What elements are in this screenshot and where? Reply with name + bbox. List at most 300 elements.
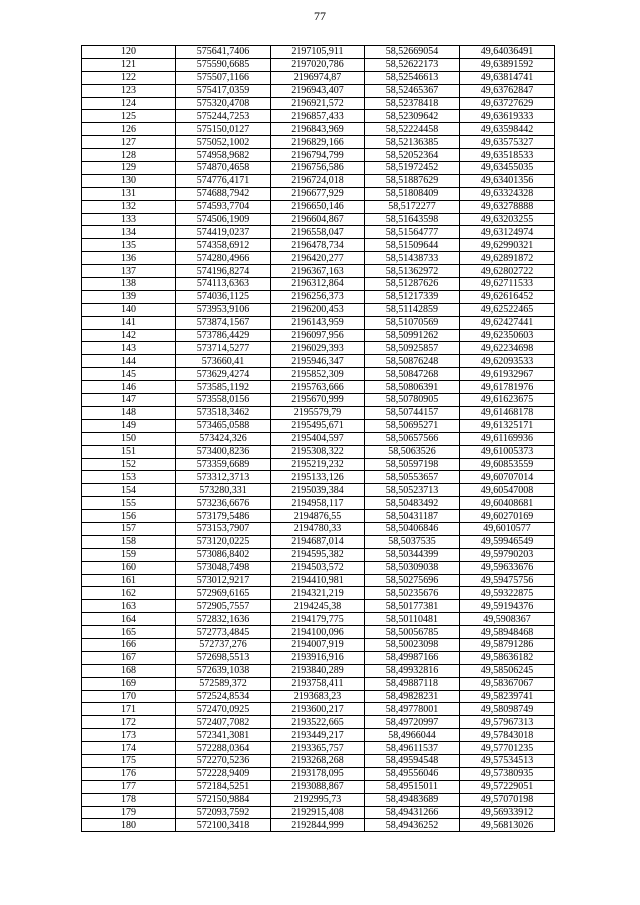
x-coordinate-cell: 572969,6165 (176, 587, 271, 600)
point-number-cell: 147 (82, 394, 176, 407)
y-coordinate-cell: 2194245,38 (271, 600, 365, 613)
table-row (82, 123, 555, 136)
x-coordinate-cell: 573359,6689 (176, 458, 271, 471)
longitude-cell: 49,61325171 (460, 419, 555, 432)
latitude-cell: 58,49483689 (365, 793, 460, 806)
longitude-cell: 49,58239741 (460, 690, 555, 703)
table-row (82, 226, 555, 239)
longitude-cell: 49,58367067 (460, 677, 555, 690)
table-row (82, 329, 555, 342)
y-coordinate-cell: 2196143,959 (271, 316, 365, 329)
y-coordinate-cell: 2194410,981 (271, 574, 365, 587)
point-number-cell: 160 (82, 561, 176, 574)
longitude-cell: 49,57070198 (460, 793, 555, 806)
latitude-cell: 58,50657566 (365, 432, 460, 445)
x-coordinate-cell: 572698,5513 (176, 651, 271, 664)
y-coordinate-cell: 2194100,096 (271, 626, 365, 639)
y-coordinate-cell: 2193758,411 (271, 677, 365, 690)
longitude-cell: 49,58636182 (460, 651, 555, 664)
longitude-cell: 49,62350603 (460, 329, 555, 342)
longitude-cell: 49,63518533 (460, 149, 555, 162)
point-number-cell: 143 (82, 342, 176, 355)
latitude-cell: 58,51217339 (365, 290, 460, 303)
table-row (82, 200, 555, 213)
y-coordinate-cell: 2192844,999 (271, 819, 365, 832)
latitude-cell: 58,49887118 (365, 677, 460, 690)
latitude-cell: 58,5063526 (365, 445, 460, 458)
y-coordinate-cell: 2196200,453 (271, 303, 365, 316)
table-row (82, 780, 555, 793)
longitude-cell: 49,58098749 (460, 703, 555, 716)
table-row (82, 613, 555, 626)
longitude-cell: 49,57380935 (460, 767, 555, 780)
y-coordinate-cell: 2196921,572 (271, 97, 365, 110)
latitude-cell: 58,49594548 (365, 754, 460, 767)
table-row (82, 677, 555, 690)
point-number-cell: 125 (82, 110, 176, 123)
longitude-cell: 49,58791286 (460, 638, 555, 651)
latitude-cell: 58,51972452 (365, 162, 460, 175)
longitude-cell: 49,62427441 (460, 316, 555, 329)
x-coordinate-cell: 574358,6912 (176, 239, 271, 252)
latitude-cell: 58,50925857 (365, 342, 460, 355)
y-coordinate-cell: 2195495,671 (271, 419, 365, 432)
point-number-cell: 162 (82, 587, 176, 600)
x-coordinate-cell: 572093,7592 (176, 806, 271, 819)
latitude-cell: 58,51287626 (365, 278, 460, 291)
latitude-cell: 58,50523713 (365, 484, 460, 497)
longitude-cell: 49,63124974 (460, 226, 555, 239)
latitude-cell: 58,51643598 (365, 213, 460, 226)
x-coordinate-cell: 573518,3462 (176, 406, 271, 419)
y-coordinate-cell: 2193683,23 (271, 690, 365, 703)
x-coordinate-cell: 573714,5277 (176, 342, 271, 355)
latitude-cell: 58,51142859 (365, 303, 460, 316)
table-row (82, 471, 555, 484)
latitude-cell: 58,5172277 (365, 200, 460, 213)
latitude-cell: 58,50056785 (365, 626, 460, 639)
table-row (82, 136, 555, 149)
latitude-cell: 58,50744157 (365, 406, 460, 419)
x-coordinate-cell: 575052,1002 (176, 136, 271, 149)
latitude-cell: 58,50177381 (365, 600, 460, 613)
x-coordinate-cell: 575507,1166 (176, 71, 271, 84)
point-number-cell: 145 (82, 368, 176, 381)
latitude-cell: 58,52465367 (365, 84, 460, 97)
longitude-cell: 49,57229051 (460, 780, 555, 793)
x-coordinate-cell: 573400,8236 (176, 445, 271, 458)
x-coordinate-cell: 573953,9106 (176, 303, 271, 316)
x-coordinate-cell: 575150,0127 (176, 123, 271, 136)
table-row (82, 754, 555, 767)
x-coordinate-cell: 573179,5486 (176, 510, 271, 523)
y-coordinate-cell: 2196794,799 (271, 149, 365, 162)
point-number-cell: 135 (82, 239, 176, 252)
table-row (82, 406, 555, 419)
latitude-cell: 58,50023098 (365, 638, 460, 651)
latitude-cell: 58,52378418 (365, 97, 460, 110)
latitude-cell: 58,51564777 (365, 226, 460, 239)
coordinates-table-body (82, 46, 555, 832)
latitude-cell: 58,49556046 (365, 767, 460, 780)
point-number-cell: 180 (82, 819, 176, 832)
coordinates-table (81, 45, 555, 832)
y-coordinate-cell: 2196097,956 (271, 329, 365, 342)
longitude-cell: 49,61932967 (460, 368, 555, 381)
x-coordinate-cell: 573012,9217 (176, 574, 271, 587)
longitude-cell: 49,57843018 (460, 729, 555, 742)
longitude-cell: 49,61623675 (460, 394, 555, 407)
latitude-cell: 58,50309038 (365, 561, 460, 574)
latitude-cell: 58,52546613 (365, 71, 460, 84)
table-row (82, 213, 555, 226)
table-row (82, 149, 555, 162)
latitude-cell: 58,50695271 (365, 419, 460, 432)
x-coordinate-cell: 575590,6685 (176, 58, 271, 71)
table-row (82, 290, 555, 303)
y-coordinate-cell: 2196478,734 (271, 239, 365, 252)
point-number-cell: 156 (82, 510, 176, 523)
latitude-cell: 58,49611537 (365, 742, 460, 755)
y-coordinate-cell: 2195219,232 (271, 458, 365, 471)
point-number-cell: 137 (82, 265, 176, 278)
table-row (82, 548, 555, 561)
latitude-cell: 58,52136385 (365, 136, 460, 149)
point-number-cell: 142 (82, 329, 176, 342)
table-row (82, 497, 555, 510)
longitude-cell: 49,63727629 (460, 97, 555, 110)
longitude-cell: 49,62711533 (460, 278, 555, 291)
table-row (82, 742, 555, 755)
latitude-cell: 58,49436252 (365, 819, 460, 832)
table-row (82, 265, 555, 278)
page-number: 77 (314, 9, 326, 23)
x-coordinate-cell: 572905,7557 (176, 600, 271, 613)
table-row (82, 638, 555, 651)
longitude-cell: 49,60408681 (460, 497, 555, 510)
point-number-cell: 133 (82, 213, 176, 226)
latitude-cell: 58,50780905 (365, 394, 460, 407)
longitude-cell: 49,63598442 (460, 123, 555, 136)
longitude-cell: 49,59790203 (460, 548, 555, 561)
longitude-cell: 49,62891872 (460, 252, 555, 265)
point-number-cell: 157 (82, 522, 176, 535)
y-coordinate-cell: 2194503,572 (271, 561, 365, 574)
latitude-cell: 58,50235676 (365, 587, 460, 600)
y-coordinate-cell: 2196974,87 (271, 71, 365, 84)
x-coordinate-cell: 574958,9682 (176, 149, 271, 162)
longitude-cell: 49,61468178 (460, 406, 555, 419)
x-coordinate-cell: 572524,8534 (176, 690, 271, 703)
y-coordinate-cell: 2193178,095 (271, 767, 365, 780)
point-number-cell: 126 (82, 123, 176, 136)
y-coordinate-cell: 2196857,433 (271, 110, 365, 123)
table-row (82, 484, 555, 497)
x-coordinate-cell: 572100,3418 (176, 819, 271, 832)
y-coordinate-cell: 2196650,146 (271, 200, 365, 213)
x-coordinate-cell: 572228,9409 (176, 767, 271, 780)
latitude-cell: 58,50597198 (365, 458, 460, 471)
latitude-cell: 58,49778001 (365, 703, 460, 716)
point-number-cell: 169 (82, 677, 176, 690)
x-coordinate-cell: 574870,4658 (176, 162, 271, 175)
longitude-cell: 49,61781976 (460, 381, 555, 394)
y-coordinate-cell: 2194687,014 (271, 535, 365, 548)
x-coordinate-cell: 573280,331 (176, 484, 271, 497)
x-coordinate-cell: 573585,1192 (176, 381, 271, 394)
latitude-cell: 58,51887629 (365, 174, 460, 187)
point-number-cell: 122 (82, 71, 176, 84)
longitude-cell: 49,62616452 (460, 290, 555, 303)
y-coordinate-cell: 2196604,867 (271, 213, 365, 226)
point-number-cell: 149 (82, 419, 176, 432)
longitude-cell: 49,56813026 (460, 819, 555, 832)
latitude-cell: 58,52309642 (365, 110, 460, 123)
latitude-cell: 58,5037535 (365, 535, 460, 548)
point-number-cell: 179 (82, 806, 176, 819)
x-coordinate-cell: 573153,7907 (176, 522, 271, 535)
table-row (82, 278, 555, 291)
table-row (82, 419, 555, 432)
y-coordinate-cell: 2193916,916 (271, 651, 365, 664)
longitude-cell: 49,63762847 (460, 84, 555, 97)
longitude-cell: 49,60707014 (460, 471, 555, 484)
table-row (82, 316, 555, 329)
table-row (82, 110, 555, 123)
x-coordinate-cell: 572288,0364 (176, 742, 271, 755)
latitude-cell: 58,49720997 (365, 716, 460, 729)
y-coordinate-cell: 2193268,268 (271, 754, 365, 767)
x-coordinate-cell: 573424,326 (176, 432, 271, 445)
table-row (82, 368, 555, 381)
y-coordinate-cell: 2196829,166 (271, 136, 365, 149)
x-coordinate-cell: 573629,4274 (176, 368, 271, 381)
point-number-cell: 174 (82, 742, 176, 755)
x-coordinate-cell: 574593,7704 (176, 200, 271, 213)
point-number-cell: 165 (82, 626, 176, 639)
latitude-cell: 58,52669054 (365, 46, 460, 59)
point-number-cell: 154 (82, 484, 176, 497)
latitude-cell: 58,49987166 (365, 651, 460, 664)
x-coordinate-cell: 573120,0225 (176, 535, 271, 548)
table-row (82, 690, 555, 703)
x-coordinate-cell: 574196,8274 (176, 265, 271, 278)
x-coordinate-cell: 572832,1636 (176, 613, 271, 626)
latitude-cell: 58,51808409 (365, 187, 460, 200)
table-row (82, 600, 555, 613)
longitude-cell: 49,60270169 (460, 510, 555, 523)
y-coordinate-cell: 2196367,163 (271, 265, 365, 278)
table-row (82, 394, 555, 407)
y-coordinate-cell: 2194179,775 (271, 613, 365, 626)
point-number-cell: 168 (82, 664, 176, 677)
longitude-cell: 49,59322875 (460, 587, 555, 600)
y-coordinate-cell: 2194780,33 (271, 522, 365, 535)
longitude-cell: 49,63401356 (460, 174, 555, 187)
table-row (82, 162, 555, 175)
x-coordinate-cell: 573048,7498 (176, 561, 271, 574)
x-coordinate-cell: 572737,276 (176, 638, 271, 651)
x-coordinate-cell: 573312,3713 (176, 471, 271, 484)
x-coordinate-cell: 572470,0925 (176, 703, 271, 716)
longitude-cell: 49,62990321 (460, 239, 555, 252)
point-number-cell: 158 (82, 535, 176, 548)
point-number-cell: 124 (82, 97, 176, 110)
point-number-cell: 123 (82, 84, 176, 97)
table-row (82, 303, 555, 316)
latitude-cell: 58,50876248 (365, 355, 460, 368)
point-number-cell: 128 (82, 149, 176, 162)
y-coordinate-cell: 2194321,219 (271, 587, 365, 600)
table-row (82, 252, 555, 265)
table-row (82, 187, 555, 200)
x-coordinate-cell: 574506,1909 (176, 213, 271, 226)
longitude-cell: 49,60853559 (460, 458, 555, 471)
point-number-cell: 164 (82, 613, 176, 626)
point-number-cell: 161 (82, 574, 176, 587)
longitude-cell: 49,58506245 (460, 664, 555, 677)
table-row (82, 381, 555, 394)
y-coordinate-cell: 2193365,757 (271, 742, 365, 755)
y-coordinate-cell: 2193449,217 (271, 729, 365, 742)
x-coordinate-cell: 574036,1125 (176, 290, 271, 303)
point-number-cell: 146 (82, 381, 176, 394)
y-coordinate-cell: 2195579,79 (271, 406, 365, 419)
y-coordinate-cell: 2196843,969 (271, 123, 365, 136)
y-coordinate-cell: 2196677,929 (271, 187, 365, 200)
table-row (82, 510, 555, 523)
longitude-cell: 49,59475756 (460, 574, 555, 587)
y-coordinate-cell: 2194958,117 (271, 497, 365, 510)
table-row (82, 522, 555, 535)
longitude-cell: 49,61005373 (460, 445, 555, 458)
latitude-cell: 58,50483492 (365, 497, 460, 510)
longitude-cell: 49,6010577 (460, 522, 555, 535)
table-row (82, 342, 555, 355)
x-coordinate-cell: 573558,0156 (176, 394, 271, 407)
table-row (82, 561, 555, 574)
latitude-cell: 58,50344399 (365, 548, 460, 561)
longitude-cell: 49,63455035 (460, 162, 555, 175)
longitude-cell: 49,60547008 (460, 484, 555, 497)
longitude-cell: 49,59633676 (460, 561, 555, 574)
x-coordinate-cell: 575641,7406 (176, 46, 271, 59)
x-coordinate-cell: 573465,0588 (176, 419, 271, 432)
point-number-cell: 171 (82, 703, 176, 716)
x-coordinate-cell: 572150,9884 (176, 793, 271, 806)
latitude-cell: 58,4966044 (365, 729, 460, 742)
table-row (82, 819, 555, 832)
longitude-cell: 49,62802722 (460, 265, 555, 278)
latitude-cell: 58,50806391 (365, 381, 460, 394)
x-coordinate-cell: 572184,5251 (176, 780, 271, 793)
y-coordinate-cell: 2194876,55 (271, 510, 365, 523)
table-row (82, 793, 555, 806)
latitude-cell: 58,51362972 (365, 265, 460, 278)
x-coordinate-cell: 573236,6676 (176, 497, 271, 510)
y-coordinate-cell: 2194595,382 (271, 548, 365, 561)
point-number-cell: 152 (82, 458, 176, 471)
table-row (82, 97, 555, 110)
latitude-cell: 58,50553657 (365, 471, 460, 484)
x-coordinate-cell: 572341,3081 (176, 729, 271, 742)
point-number-cell: 127 (82, 136, 176, 149)
x-coordinate-cell: 575244,7253 (176, 110, 271, 123)
latitude-cell: 58,50275696 (365, 574, 460, 587)
y-coordinate-cell: 2196724,018 (271, 174, 365, 187)
latitude-cell: 58,52052364 (365, 149, 460, 162)
longitude-cell: 49,59946549 (460, 535, 555, 548)
x-coordinate-cell: 573086,8402 (176, 548, 271, 561)
longitude-cell: 49,57967313 (460, 716, 555, 729)
table-row (82, 239, 555, 252)
y-coordinate-cell: 2196420,277 (271, 252, 365, 265)
x-coordinate-cell: 573660,41 (176, 355, 271, 368)
point-number-cell: 172 (82, 716, 176, 729)
table-row (82, 71, 555, 84)
point-number-cell: 132 (82, 200, 176, 213)
point-number-cell: 131 (82, 187, 176, 200)
longitude-cell: 49,5908367 (460, 613, 555, 626)
longitude-cell: 49,56933912 (460, 806, 555, 819)
y-coordinate-cell: 2193522,665 (271, 716, 365, 729)
table-row (82, 626, 555, 639)
table-row (82, 58, 555, 71)
point-number-cell: 166 (82, 638, 176, 651)
longitude-cell: 49,64036491 (460, 46, 555, 59)
table-row (82, 806, 555, 819)
table-row (82, 535, 555, 548)
x-coordinate-cell: 572270,5236 (176, 754, 271, 767)
x-coordinate-cell: 574280,4966 (176, 252, 271, 265)
point-number-cell: 178 (82, 793, 176, 806)
longitude-cell: 49,58948468 (460, 626, 555, 639)
y-coordinate-cell: 2193088,867 (271, 780, 365, 793)
table-row (82, 729, 555, 742)
point-number-cell: 141 (82, 316, 176, 329)
table-row (82, 432, 555, 445)
latitude-cell: 58,52622173 (365, 58, 460, 71)
point-number-cell: 151 (82, 445, 176, 458)
point-number-cell: 121 (82, 58, 176, 71)
longitude-cell: 49,63278888 (460, 200, 555, 213)
x-coordinate-cell: 573786,4429 (176, 329, 271, 342)
y-coordinate-cell: 2192995,73 (271, 793, 365, 806)
longitude-cell: 49,63619333 (460, 110, 555, 123)
y-coordinate-cell: 2193840,289 (271, 664, 365, 677)
latitude-cell: 58,50406846 (365, 522, 460, 535)
x-coordinate-cell: 572589,372 (176, 677, 271, 690)
x-coordinate-cell: 575320,4708 (176, 97, 271, 110)
y-coordinate-cell: 2193600,217 (271, 703, 365, 716)
latitude-cell: 58,51070569 (365, 316, 460, 329)
table-row (82, 84, 555, 97)
point-number-cell: 129 (82, 162, 176, 175)
latitude-cell: 58,50991262 (365, 329, 460, 342)
point-number-cell: 148 (82, 406, 176, 419)
y-coordinate-cell: 2195404,597 (271, 432, 365, 445)
latitude-cell: 58,50110481 (365, 613, 460, 626)
point-number-cell: 150 (82, 432, 176, 445)
y-coordinate-cell: 2197020,786 (271, 58, 365, 71)
y-coordinate-cell: 2195308,322 (271, 445, 365, 458)
table-row (82, 174, 555, 187)
point-number-cell: 120 (82, 46, 176, 59)
latitude-cell: 58,49828231 (365, 690, 460, 703)
point-number-cell: 175 (82, 754, 176, 767)
y-coordinate-cell: 2196943,407 (271, 84, 365, 97)
longitude-cell: 49,62093533 (460, 355, 555, 368)
